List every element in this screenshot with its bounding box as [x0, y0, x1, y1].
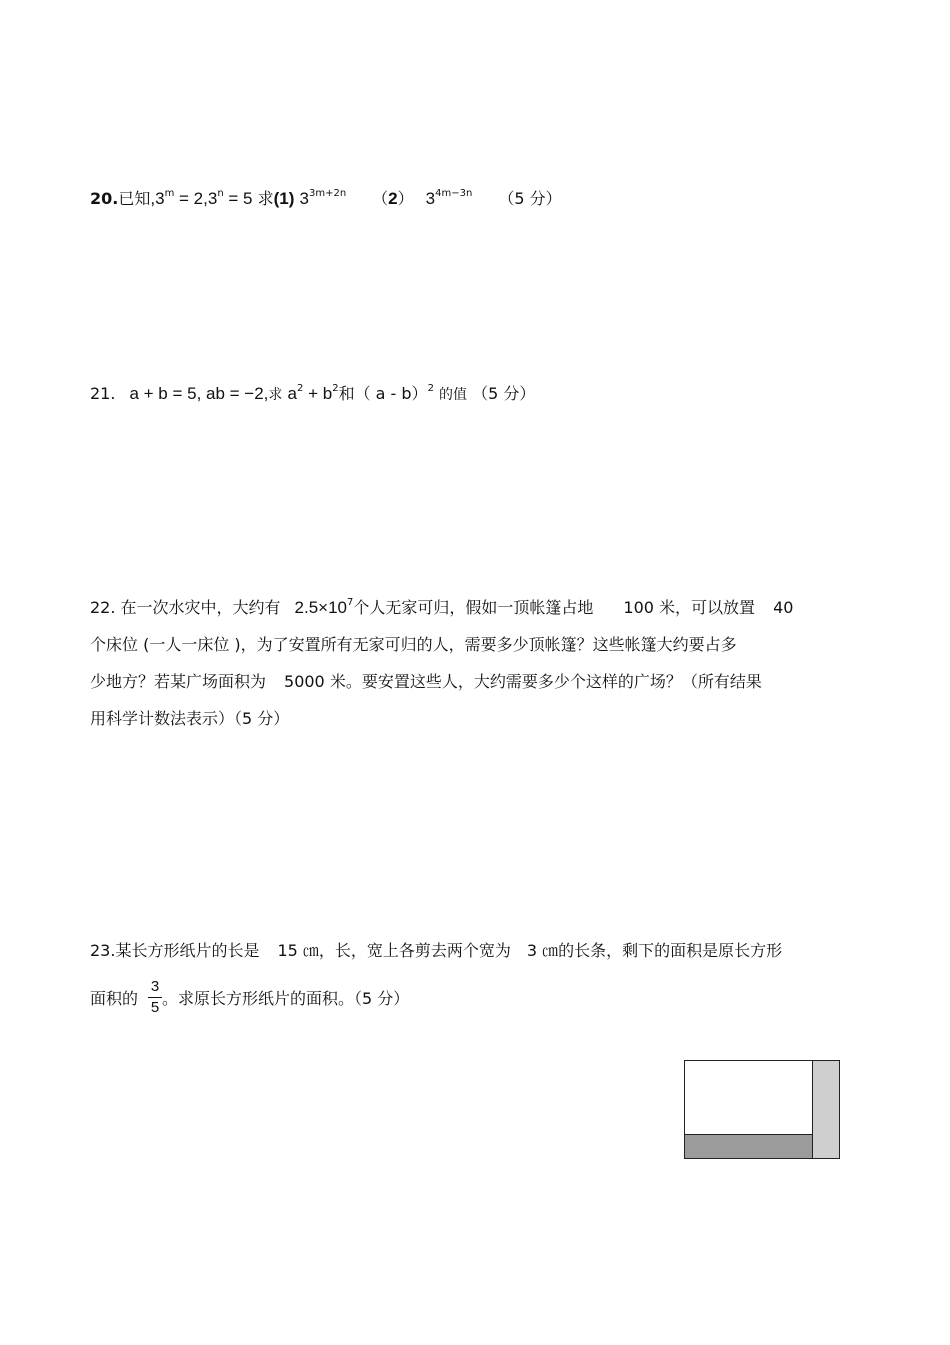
question-22-line-1: 22. 在一次水灾中，大约有 $2.5\times 10^7$个人无家可归，假如一顶帐篷占地 100 米，可以放置 40: [90, 597, 794, 617]
question-23-line-2: 面积的 。求原长方形纸片的面积。（5 分）: [90, 989, 410, 1008]
question-21: 21. a + b = 5, ab = −2,求 $a^2 + b^2$和（ a - b）$^2$ 的值 （5 分）: [90, 383, 536, 403]
fraction-three-fifths: [148, 978, 162, 1017]
question-23-line-1: 23.某长方形纸片的长是 15 ㎝，长，宽上各剪去两个宽为 3 ㎝的长条，剩下的面积是原长方形: [90, 941, 783, 960]
question-22-line-2: 个床位 (一人一床位 )，为了安置所有无家可归的人，需要多少顶帐篷？这些帐篷大约要占多: [90, 635, 737, 654]
question-22-line-3: 少地方？若某广场面积为 5000 米。要安置这些人，大约需要多少个这样的广场？（所有结果: [90, 672, 762, 691]
question-22-line-4: 用科学计数法表示）（5 分）: [90, 709, 290, 728]
question-20: 20.已知$,3^m = 2,3^n = 5$ 求(1) $3^{3m+2n}$ （2） $3^{4m-3n}$ （5 分）: [90, 188, 562, 208]
question-21-score: （5 分）: [472, 384, 536, 403]
question-20-lead: 已知: [118, 189, 151, 208]
question-20-number: 20.: [90, 189, 119, 208]
fraction-bar: [148, 997, 162, 998]
question-21-number: 21.: [90, 384, 116, 403]
question-20-score: （5 分）: [498, 189, 562, 208]
fraction-denominator: 5: [150, 999, 160, 1016]
fraction-numerator: 3: [150, 978, 160, 995]
bottom-cut-strip: [684, 1134, 813, 1159]
right-cut-strip: [812, 1060, 840, 1159]
